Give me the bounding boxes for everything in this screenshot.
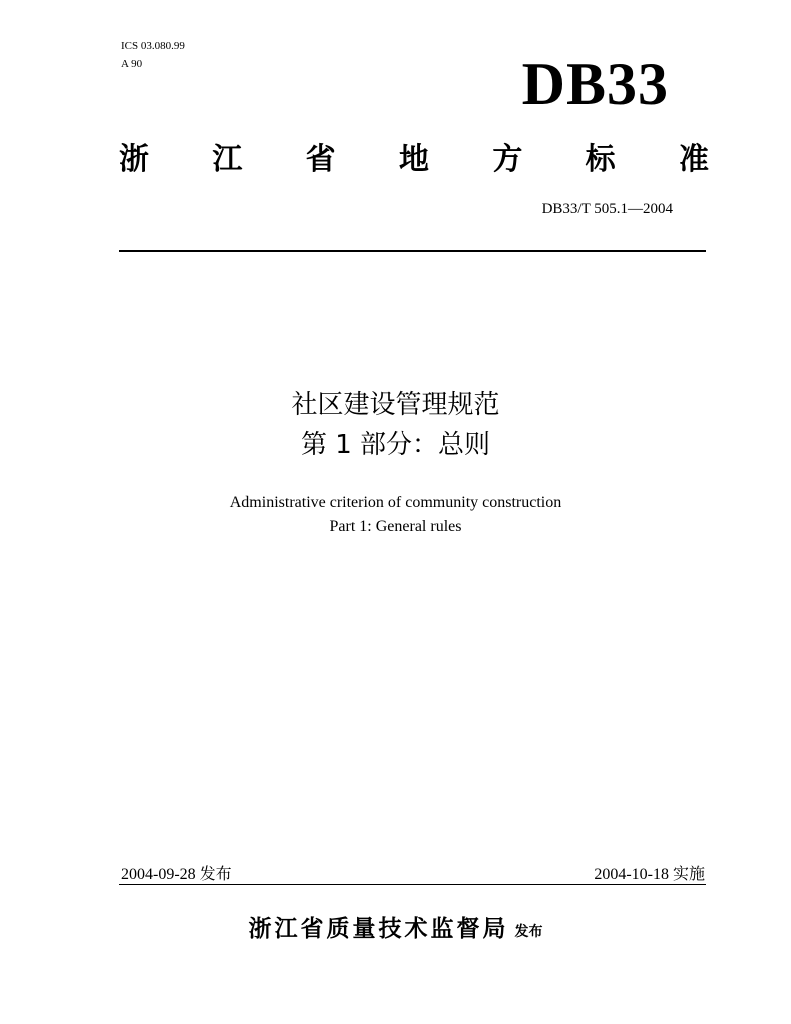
standard-type-char: 省	[305, 142, 336, 177]
standard-type-char: 准	[678, 142, 709, 177]
english-title-line2: Part 1: General rules	[329, 518, 462, 535]
chinese-title-line1: 社区建设管理规范	[291, 390, 500, 420]
standard-type-char: 方	[492, 142, 523, 177]
chinese-title-line2: 第 1 部分：总则	[300, 430, 491, 460]
footer-divider	[119, 884, 706, 885]
header-divider	[119, 250, 706, 252]
standard-type-char: 地	[398, 142, 429, 177]
publish-label: 发布	[514, 924, 543, 940]
standard-type-title	[119, 136, 709, 176]
publisher-line	[0, 910, 791, 943]
standard-number: DB33/T 505.1—2004	[541, 201, 673, 217]
implementation-date: 2004-10-18 实施	[594, 866, 705, 883]
publisher-name: 浙江省质量技术监督局	[248, 916, 509, 942]
standard-type-char: 江	[212, 142, 243, 177]
classification-code: A 90	[121, 58, 143, 70]
ics-code: ICS 03.080.99	[121, 40, 185, 52]
standard-type-char: 标	[585, 142, 616, 177]
standard-type-char: 浙	[119, 142, 149, 177]
issue-date: 2004-09-28 发布	[121, 866, 232, 883]
english-title-line1: Administrative criterion of community construction	[229, 494, 562, 511]
standard-badge: DB33	[521, 51, 669, 117]
